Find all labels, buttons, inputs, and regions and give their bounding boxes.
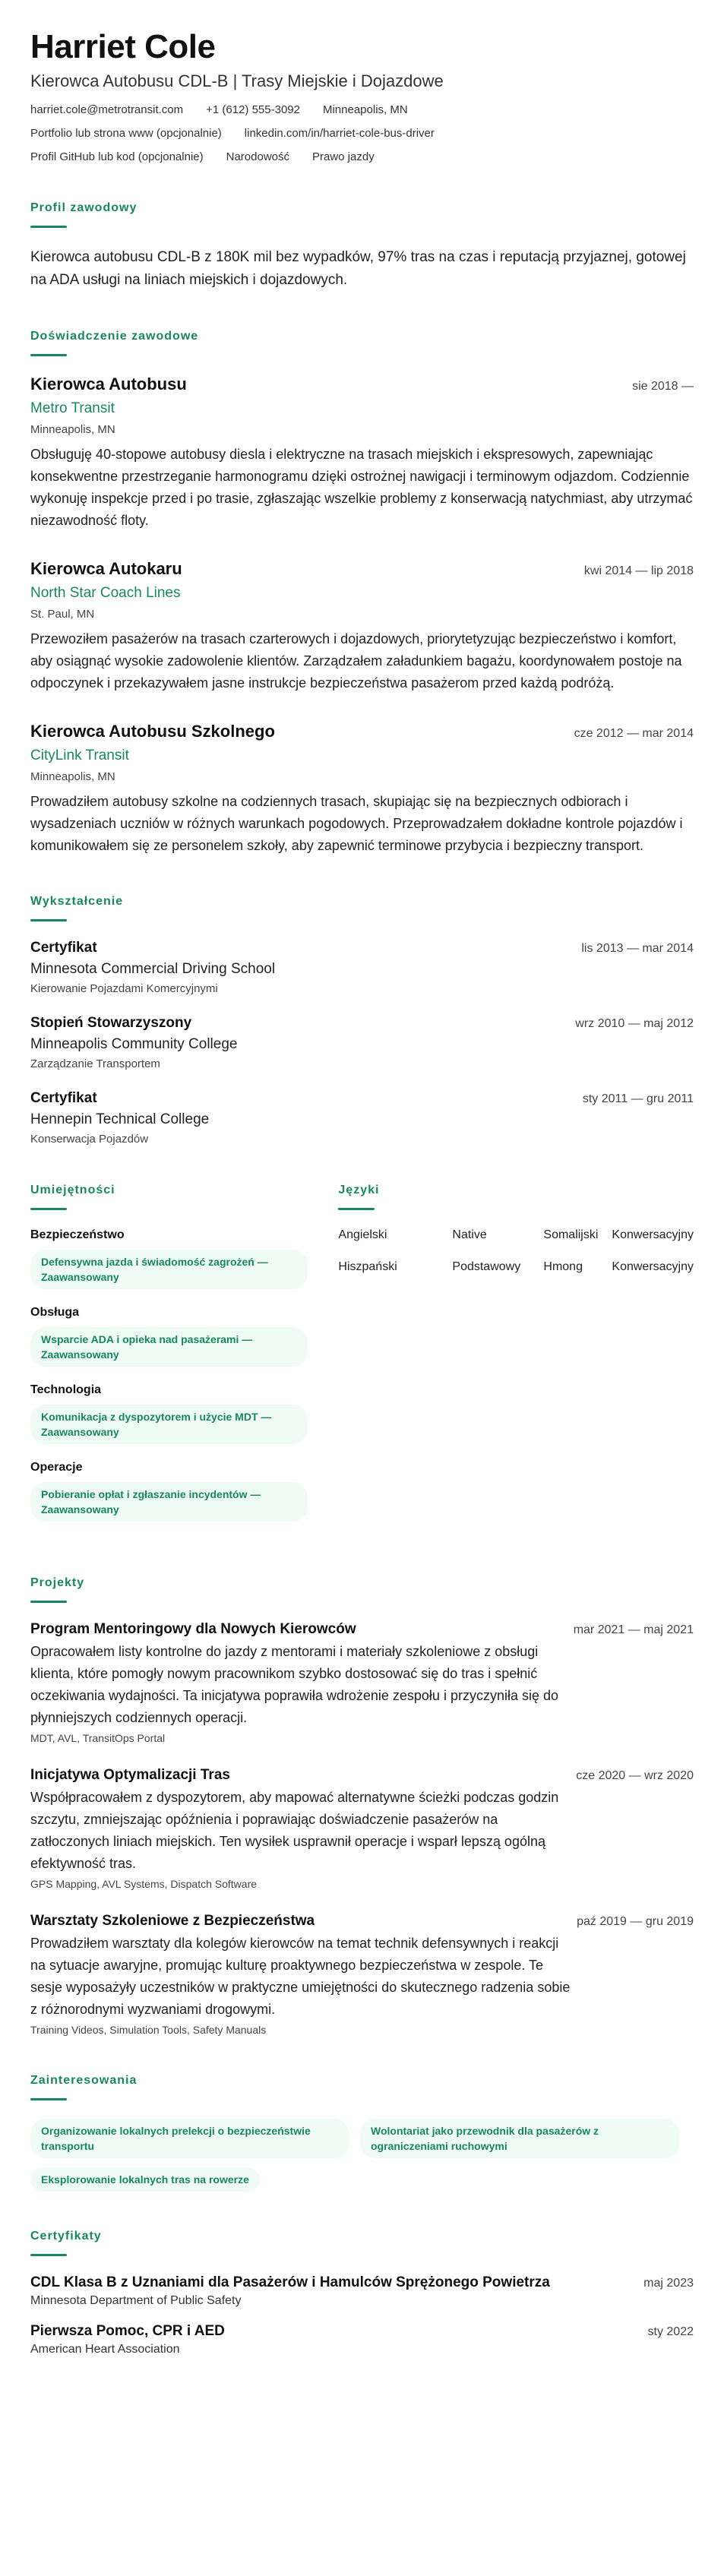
skill-chip: Pobieranie opłat i zgłaszanie incydentów — Zaawansowany — [30, 1482, 308, 1522]
language-name: Hiszpański — [338, 1260, 397, 1273]
education-degree: Stopień Stowarzyszony — [30, 1015, 192, 1031]
nationality-text: Narodowość — [226, 150, 289, 163]
profile-summary: Kierowca autobusu CDL-B z 180K mil bez wypadków, 97% tras na czas i reputacją przyjaznej, gotowej na ADA usługi na liniach miejskich i dojazdowych. — [30, 249, 686, 288]
education-date: sty 2011 — gru 2011 — [582, 1092, 694, 1105]
project-tech: MDT, AVL, TransitOps Portal — [30, 1732, 166, 1744]
education-school: Minneapolis Community College — [30, 1036, 238, 1052]
github-link[interactable]: Profil GitHub lub kod (opcjonalnie) — [30, 150, 204, 163]
job-description: Prowadziłem autobusy szkolne na codziennych trasach, skupiając się na bezpiecznych odbiorach i wysadzeniach uczniów w różnych warunkach pogodowych. Przeprowadzałem dokładne kontrole pojazdów i komunikowałem się ze personelem szkoły, aby zapewnić terminowe przybycia i bezpieczny transport. — [30, 794, 683, 853]
project-tech: Training Videos, Simulation Tools, Safety Manuals — [30, 2024, 267, 2036]
section-divider — [338, 1208, 375, 1210]
project-description: Prowadziłem warsztaty dla kolegów kierowców na temat technik defensywnych i reakcji na sytuacje awaryjne, promując kulturę proaktywnego bezpieczeństwa w zespole. Te sesje wyposażyły uczestników w praktyczne umiejętności do skutecznego radzenia sobie z różnorodnymi wyzwaniami drogowymi. — [30, 1936, 571, 2017]
section-divider — [30, 1601, 67, 1603]
job-title: Kierowca Autobusu — [30, 375, 187, 394]
language-row — [338, 1260, 694, 1274]
project-item — [30, 1621, 694, 1744]
location-text: Minneapolis, MN — [322, 103, 408, 116]
certificate-name: Pierwsza Pomoc, CPR i AED — [30, 2323, 225, 2339]
certificate-issuer: Minnesota Department of Public Safety — [30, 2294, 242, 2307]
languages-column — [338, 1184, 694, 1538]
skill-chip: Defensywna jazda i świadomość zagrożeń — Zaawansowany — [30, 1250, 308, 1289]
job-company: North Star Coach Lines — [30, 585, 181, 601]
education-date: lis 2013 — mar 2014 — [581, 942, 694, 955]
job-description: Przewoziłem pasażerów na trasach czarterowych i dojazdowych, priorytetyzując bezpieczeństwo i komfort, aby osiągnąć wysokie zadowolenie klientów. Zarządzałem załadunkiem bagażu, koordynowałem postoje na odpoczynek i przekazywałem jasne instrukcje bezpieczeństwa pasażerom przed każdą podróżą. — [30, 631, 682, 691]
education-field: Zarządzanie Transportem — [30, 1057, 160, 1070]
job-date: cze 2012 — mar 2014 — [574, 727, 694, 740]
interests-section — [30, 2074, 694, 2192]
language-level: Konwersacyjny — [612, 1228, 694, 1241]
education-degree: Certyfikat — [30, 1090, 97, 1106]
project-title: Program Mentoringowy dla Nowych Kierowców — [30, 1621, 356, 1637]
certificates-section — [30, 2230, 694, 2356]
education-item — [30, 1015, 694, 1070]
education-date: wrz 2010 — maj 2012 — [575, 1017, 694, 1030]
interest-chip: Organizowanie lokalnych prelekcji o bezpieczeństwie transportu — [30, 2119, 349, 2158]
language-level: Native — [452, 1228, 487, 1241]
job-company: CityLink Transit — [30, 748, 129, 763]
section-divider — [30, 354, 67, 356]
education-field: Konserwacja Pojazdów — [30, 1133, 149, 1146]
skills-column — [30, 1184, 308, 1538]
project-item — [30, 1913, 694, 2036]
section-title-education: Wykształcenie — [30, 895, 124, 908]
skill-group — [30, 1383, 308, 1444]
phone-number: +1 (612) 555-3092 — [206, 103, 300, 116]
project-date: paź 2019 — gru 2019 — [577, 1915, 694, 1928]
section-divider — [30, 2254, 67, 2256]
language-row — [338, 1228, 694, 1242]
certificate-issuer: American Heart Association — [30, 2343, 180, 2356]
language-level: Podstawowy — [452, 1260, 521, 1273]
project-date: cze 2020 — wrz 2020 — [576, 1769, 694, 1782]
skill-chip: Wsparcie ADA i opieka nad pasażerami — Zaawansowany — [30, 1327, 308, 1367]
candidate-headline: Kierowca Autobusu CDL-B | Trasy Miejskie i Dojazdowe — [30, 71, 444, 90]
experience-item — [30, 722, 694, 857]
interest-chip: Eksplorowanie lokalnych tras na rowerze — [30, 2167, 260, 2192]
license-text: Prawo jazdy — [312, 150, 375, 163]
project-title: Warsztaty Szkoleniowe z Bezpieczeństwa — [30, 1913, 315, 1929]
interests-list — [30, 2119, 684, 2192]
resume-header — [30, 27, 694, 163]
skill-category: Operacje — [30, 1461, 83, 1474]
education-item — [30, 940, 694, 995]
section-title-interests: Zainteresowania — [30, 2074, 138, 2087]
section-divider — [30, 226, 67, 228]
language-name: Somalijski — [543, 1228, 599, 1241]
job-date: sie 2018 — — [632, 380, 694, 393]
language-name: Hmong — [543, 1260, 583, 1273]
education-section — [30, 895, 694, 1146]
section-title-projects: Projekty — [30, 1576, 85, 1589]
projects-section — [30, 1576, 694, 2036]
section-title-skills: Umiejętności — [30, 1184, 115, 1196]
contact-row-primary — [30, 103, 694, 116]
project-tech: GPS Mapping, AVL Systems, Dispatch Software — [30, 1878, 258, 1890]
education-item — [30, 1090, 694, 1146]
project-description: Współpracowałem z dyspozytorem, aby mapować alternatywne ścieżki podczas godzin szczytu, zmniejszając opóźnienia i poprawiając doświadczenie pasażerów na zatłoczonych liniach miejskich. Ten wysiłek usprawnił operacje i wsparł lepszą ogólną efektywność tras. — [30, 1790, 559, 1871]
contact-row-links — [30, 127, 694, 140]
education-school: Hennepin Technical College — [30, 1111, 210, 1127]
section-title-profile: Profil zawodowy — [30, 201, 138, 214]
interest-chip: Wolontariat jako przewodnik dla pasażerów z ograniczeniami ruchowymi — [360, 2119, 679, 2158]
certificate-item — [30, 2274, 694, 2308]
profile-section — [30, 201, 694, 292]
skill-group — [30, 1228, 308, 1289]
portfolio-link[interactable]: Portfolio lub strona www (opcjonalnie) — [30, 127, 222, 140]
section-title-languages: Języki — [338, 1184, 380, 1196]
linkedin-link[interactable]: linkedin.com/in/harriet-cole-bus-driver — [244, 127, 435, 140]
certificate-name: CDL Klasa B z Uznaniami dla Pasażerów i Hamulców Sprężonego Powietrza — [30, 2274, 550, 2290]
job-description: Obsługuję 40-stopowe autobusy diesla i elektryczne na trasach miejskich i ekspresowych, zapewniając konsekwentne przestrzeganie harmonogramu dzięki ostrożnej nawigacji i terminowym odjazdom. Codziennie wykonuję inspekcje przed i po trasie, zgłaszając wszelkie problemy z konserwacją natychmiast, aby utrzymać niezawodność floty. — [30, 447, 693, 528]
job-title: Kierowca Autokaru — [30, 559, 182, 578]
contact-info — [30, 103, 694, 163]
job-company: Metro Transit — [30, 400, 115, 416]
education-degree: Certyfikat — [30, 940, 97, 956]
skill-category: Obsługa — [30, 1306, 80, 1319]
experience-item — [30, 375, 694, 532]
certificate-date: sty 2022 — [647, 2325, 694, 2338]
section-title-experience: Doświadczenie zawodowe — [30, 330, 199, 343]
skill-category: Bezpieczeństwo — [30, 1228, 125, 1241]
contact-row-extra — [30, 150, 694, 163]
project-description: Opracowałem listy kontrolne do jazdy z mentorami i materiały szkoleniowe z obsługi klienta, które pomogły nowym pracownikom szybko dostosować się do tras i spełnić oczekiwania wydajności. Ta inicjatywa poprawiła wdrożenie zespołu i przyczyniła się do płynniejszych codziennych operacji. — [30, 1644, 559, 1725]
section-divider — [30, 2098, 67, 2100]
skill-group — [30, 1306, 308, 1367]
certificate-date: maj 2023 — [643, 2277, 694, 2290]
email-link[interactable]: harriet.cole@metrotransit.com — [30, 103, 184, 116]
project-date: mar 2021 — maj 2021 — [573, 1623, 694, 1636]
job-location: Minneapolis, MN — [30, 423, 115, 436]
language-name: Angielski — [338, 1228, 387, 1241]
project-title: Inicjatywa Optymalizacji Tras — [30, 1767, 230, 1783]
education-field: Kierowanie Pojazdami Komercyjnymi — [30, 982, 218, 995]
section-divider — [30, 919, 67, 921]
skill-category: Technologia — [30, 1383, 102, 1396]
job-date: kwi 2014 — lip 2018 — [583, 564, 694, 577]
skill-group — [30, 1461, 308, 1522]
education-school: Minnesota Commercial Driving School — [30, 961, 276, 977]
job-location: Minneapolis, MN — [30, 770, 115, 783]
project-item — [30, 1767, 694, 1890]
job-title: Kierowca Autobusu Szkolnego — [30, 722, 275, 741]
skills-languages-section — [30, 1184, 694, 1538]
job-location: St. Paul, MN — [30, 608, 95, 621]
experience-section — [30, 330, 694, 857]
certificate-item — [30, 2323, 694, 2356]
skill-chip: Komunikacja z dyspozytorem i użycie MDT — Zaawansowany — [30, 1405, 308, 1444]
experience-item — [30, 559, 694, 694]
section-divider — [30, 1208, 67, 1210]
candidate-name: Harriet Cole — [30, 28, 216, 65]
language-level: Konwersacyjny — [612, 1260, 694, 1273]
section-title-certificates: Certyfikaty — [30, 2230, 102, 2243]
